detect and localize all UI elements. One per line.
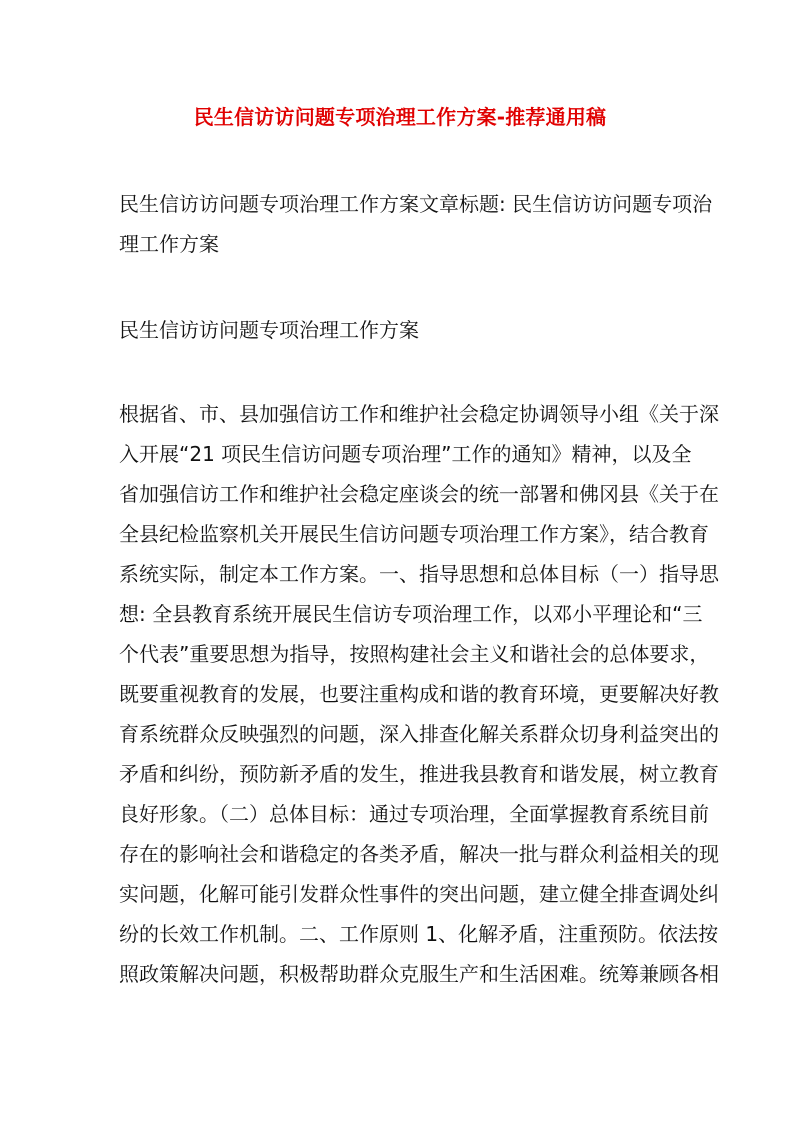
paragraph-line: 纷的长效工作机制。二、工作原则 1、化解矛盾，注重预防。依法按 bbox=[119, 922, 719, 946]
paragraph-line: 矛盾和纠纷，预防新矛盾的发生，推进我县教育和谐发展，树立教育 bbox=[119, 762, 719, 786]
paragraph-line: 系统实际，制定本工作方案。一、指导思想和总体目标（一）指导思 bbox=[119, 562, 719, 586]
paragraph-line: 育系统群众反映强烈的问题，深入排查化解关系群众切身利益突出的 bbox=[119, 722, 719, 746]
paragraph-line: 民生信访访问题专项治理工作方案 bbox=[119, 318, 419, 342]
paragraph-line: 照政策解决问题，积极帮助群众克服生产和生活困难。统筹兼顾各相 bbox=[119, 962, 719, 986]
paragraph-line: 个代表”重要思想为指导，按照构建社会主义和谐社会的总体要求， bbox=[119, 642, 710, 666]
paragraph-line: 全县纪检监察机关开展民生信访问题专项治理工作方案》，结合教育 bbox=[119, 522, 709, 546]
paragraph-line: 存在的影响社会和谐稳定的各类矛盾，解决一批与群众利益相关的现 bbox=[119, 842, 719, 866]
paragraph-body bbox=[119, 394, 719, 994]
paragraph-line: 省加强信访工作和维护社会稳定座谈会的统一部署和佛冈县《关于在 bbox=[119, 482, 719, 506]
paragraph-line: 民生信访访问题专项治理工作方案文章标题: 民生信访访问题专项治 bbox=[119, 192, 713, 216]
paragraph-line: 既要重视教育的发展，也要注重构成和谐的教育环境，更要解决好教 bbox=[119, 682, 719, 706]
paragraph-line: 良好形象。（二）总体目标：通过专项治理，全面掌握教育系统目前 bbox=[119, 802, 709, 826]
paragraph-line: 根据省、市、县加强信访工作和维护社会稳定协调领导小组《关于深 bbox=[119, 402, 719, 426]
document-title: 民生信访访问题专项治理工作方案-推荐通用稿 bbox=[193, 105, 607, 129]
paragraph-line: 理工作方案 bbox=[119, 232, 219, 256]
paragraph-line: 入开展“21 项民生信访问题专项治理”工作的通知》精神，以及全 bbox=[119, 442, 692, 466]
paragraph-line: 想: 全县教育系统开展民生信访专项治理工作，以邓小平理论和“三 bbox=[119, 602, 703, 626]
paragraph-article-heading bbox=[119, 184, 713, 264]
paragraph-subtitle bbox=[119, 310, 687, 350]
paragraph-line: 实问题，化解可能引发群众性事件的突出问题，建立健全排查调处纠 bbox=[119, 882, 719, 906]
